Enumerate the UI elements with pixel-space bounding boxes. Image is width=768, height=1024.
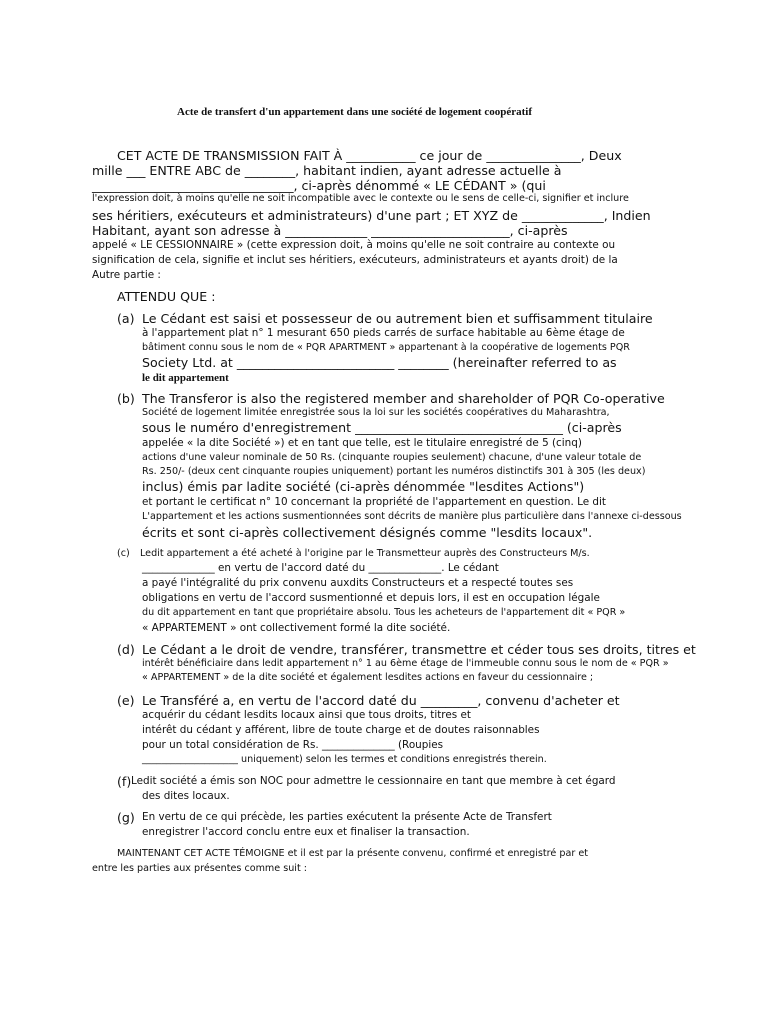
clause-line: Society Ltd. at _________________________ ________ (hereinafter referred to as <box>142 355 617 370</box>
intro-line: ses héritiers, exécuteurs et administrateurs) d'une part ; ET XYZ de _____________, Indien <box>92 208 651 223</box>
clause-line: intérêt du cédant y afférent, libre de toute charge et de doutes raisonnables <box>142 724 540 736</box>
clause-marker: (b) <box>117 391 135 406</box>
clause-line: En vertu de ce qui précède, les parties exécutent la présente Acte de Transfert <box>142 811 552 823</box>
clause-line: du dit appartement en tant que propriétaire absolu. Tous les acheteurs de l'appartement dit « PQR » <box>142 607 626 618</box>
clause-line: et portant le certificat n° 10 concernant la propriété de l'appartement en question. Le dit <box>142 496 606 508</box>
clause-line: enregistrer l'accord conclu entre eux et finaliser la transaction. <box>142 826 470 838</box>
clause-line: bâtiment connu sous le nom de « PQR APARTMENT » appartenant à la coopérative de logements PQR <box>142 342 630 353</box>
clause-line: appelée « la dite Société ») et en tant que telle, est le titulaire enregistré de 5 (cinq) <box>142 437 582 449</box>
clause-line: Société de logement limitée enregistrée sous la loi sur les sociétés coopératives du Maharashtra, <box>142 407 610 418</box>
clause-marker: (e) <box>117 693 135 708</box>
clause-line: Ledit appartement a été acheté à l'origine par le Transmetteur auprès des Constructeurs M/s. <box>140 548 590 559</box>
clause-line: actions d'une valeur nominale de 50 Rs. (cinquante roupies seulement) chacune, d'une valeur totale de <box>142 452 642 463</box>
clause-line: ____________________ uniquement) selon les termes et conditions enregistrés therein. <box>142 754 547 765</box>
clause-line: Ledit société a émis son NOC pour admettre le cessionnaire en tant que membre à cet égard <box>131 775 616 787</box>
clause-line: ______________ en vertu de l'accord daté du ______________. Le cédant <box>142 562 499 574</box>
clause-line: L'appartement et les actions susmentionnées sont décrits de manière plus particulière dans l'annexe ci-dessous <box>142 511 682 522</box>
clause-line: intérêt bénéficiaire dans ledit appartement n° 1 au 6ème étage de l'immeuble connu sous le nom de « PQR » <box>142 658 669 669</box>
clause-line: pour un total considération de Rs. ______________ (Roupies <box>142 739 444 751</box>
clause-line: obligations en vertu de l'accord susmentionné et depuis lors, il est en occupation légale <box>142 592 600 604</box>
intro-line: ________________________________, ci-après dénommé « LE CÉDANT » (qui <box>92 178 546 193</box>
clause-line: « APPARTEMENT » ont collectivement formé la dite société. <box>142 622 451 634</box>
document-title: Acte de transfert d'un appartement dans une société de logement coopératif <box>177 106 532 118</box>
clause-line: Le Transféré a, en vertu de l'accord daté du _________, convenu d'acheter et <box>142 693 620 708</box>
attendu-heading: ATTENDU QUE : <box>117 289 216 304</box>
clause-line: acquérir du cédant lesdits locaux ainsi que tous droits, titres et <box>142 709 471 721</box>
intro-line: mille ___ ENTRE ABC de ________, habitant indien, ayant adresse actuelle à <box>92 163 562 178</box>
clause-line: sous le numéro d'enregistrement _________________________________ (ci-après <box>142 420 622 435</box>
clause-line: a payé l'intégralité du prix convenu auxdits Constructeurs et a respecté toutes ses <box>142 577 574 589</box>
clause-line: écrits et sont ci-après collectivement désignés comme "lesdits locaux". <box>142 525 593 540</box>
clause-marker: (g) <box>117 810 135 825</box>
clause-line: le dit appartement <box>142 372 229 384</box>
clause-marker: (a) <box>117 311 135 326</box>
closing-line: entre les parties aux présentes comme suit : <box>92 863 308 874</box>
clause-line: Le Cédant a le droit de vendre, transférer, transmettre et céder tous ses droits, titres et <box>142 642 696 657</box>
clause-marker: (d) <box>117 642 135 657</box>
clause-line: des dites locaux. <box>142 790 230 802</box>
clause-line: Le Cédant est saisi et possesseur de ou autrement bien et suffisamment titulaire <box>142 311 653 326</box>
clause-marker: (c) <box>117 548 130 559</box>
closing-line: MAINTENANT CET ACTE TÉMOIGNE et il est par la présente convenu, confirmé et enregistré par et <box>117 848 588 859</box>
clause-line: Rs. 250/- (deux cent cinquante roupies uniquement) portant les numéros distinctifs 301 à 305 (les deux) <box>142 466 646 477</box>
clause-marker: (f) <box>117 774 132 789</box>
clause-line: à l'appartement plat n° 1 mesurant 650 pieds carrés de surface habitable au 6ème étage de <box>142 327 625 339</box>
intro-line: Habitant, ayant son adresse à _____________ ______________________, ci-après <box>92 223 568 238</box>
intro-line: appelé « LE CESSIONNAIRE » (cette expression doit, à moins qu'elle ne soit contraire au contexte ou <box>92 239 616 251</box>
intro-line: signification de cela, signifie et inclut ses héritiers, exécuteurs, administrateurs et ayants droit) de la <box>92 254 618 266</box>
intro-line: Autre partie : <box>92 269 161 281</box>
intro-line: CET ACTE DE TRANSMISSION FAIT À ___________ ce jour de _______________, Deux <box>117 148 622 163</box>
clause-line: The Transferor is also the registered member and shareholder of PQR Co-operative <box>142 391 665 406</box>
clause-line: inclus) émis par ladite société (ci-après dénommée "lesdites Actions") <box>142 479 585 494</box>
clause-line: « APPARTEMENT » de la dite société et également lesdites actions en faveur du cessionnaire ; <box>142 672 594 683</box>
intro-line: l'expression doit, à moins qu'elle ne soit incompatible avec le contexte ou le sens de celle-ci, signifier et inclure <box>92 193 629 204</box>
